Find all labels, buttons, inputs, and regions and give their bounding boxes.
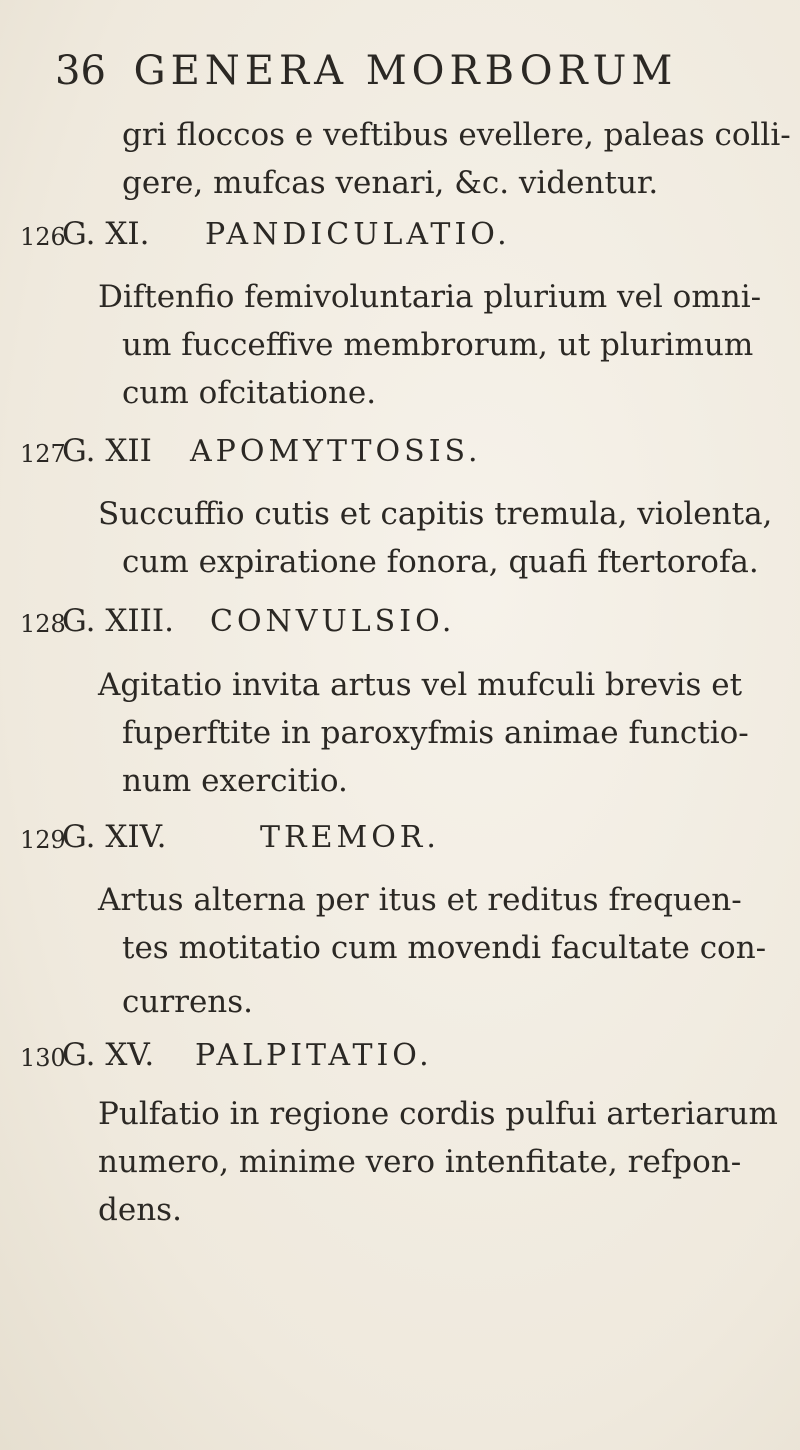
entry-line: Succuffio cutis et capitis tremula, violenta, — [98, 496, 773, 532]
entry-number: 130 — [20, 1044, 66, 1072]
entry-line: um fucceffive membrorum, ut plurimum — [122, 327, 754, 363]
genus-title: TREMOR. — [260, 820, 440, 855]
entry-line: Diftenfio femivoluntaria plurium vel omni- — [98, 279, 762, 315]
entry-line: Artus alterna per itus et reditus frequen- — [98, 882, 742, 918]
genus-title: PANDICULATIO. — [205, 217, 511, 252]
genus-title: PALPITATIO. — [195, 1038, 433, 1073]
entry-line: fuperftite in paroxyfmis animae functio- — [122, 715, 749, 751]
page-number: 36 — [55, 48, 106, 94]
running-header — [55, 48, 755, 94]
genus-title: CONVULSIO. — [210, 604, 456, 639]
genus-title: APOMYTTOSIS. — [190, 434, 482, 469]
intro-line: gri floccos e veftibus evellere, paleas colli- — [122, 117, 791, 153]
genus-label: G. XII — [62, 433, 152, 469]
entry-number: 126 — [20, 223, 66, 251]
entry-line: cum expiratione fonora, quafi ftertorofa. — [122, 544, 759, 580]
intro-line: gere, mufcas venari, &c. videntur. — [122, 165, 659, 201]
genus-label: G. XV. — [62, 1037, 155, 1073]
entry-line: numero, minime vero intenfitate, refpon- — [98, 1144, 742, 1180]
genus-label: G. XIV. — [62, 819, 167, 855]
entry-number: 128 — [20, 610, 66, 638]
entry-number: 127 — [20, 440, 66, 468]
entry-line: tes motitatio cum movendi facultate con- — [122, 930, 767, 966]
entry-line: dens. — [98, 1192, 182, 1228]
entry-line: Pulfatio in regione cordis pulfui arteriarum — [98, 1096, 778, 1132]
entry-line: currens. — [122, 984, 254, 1020]
header-title: GENERA MORBORUM — [133, 48, 678, 94]
genus-label: G. XIII. — [62, 603, 175, 639]
entry-line: num exercitio. — [122, 763, 348, 799]
entry-line: cum ofcitatione. — [122, 375, 377, 411]
genus-label: G. XI. — [62, 216, 150, 252]
entry-number: 129 — [20, 826, 66, 854]
entry-line: Agitatio invita artus vel mufculi brevis et — [98, 667, 743, 703]
